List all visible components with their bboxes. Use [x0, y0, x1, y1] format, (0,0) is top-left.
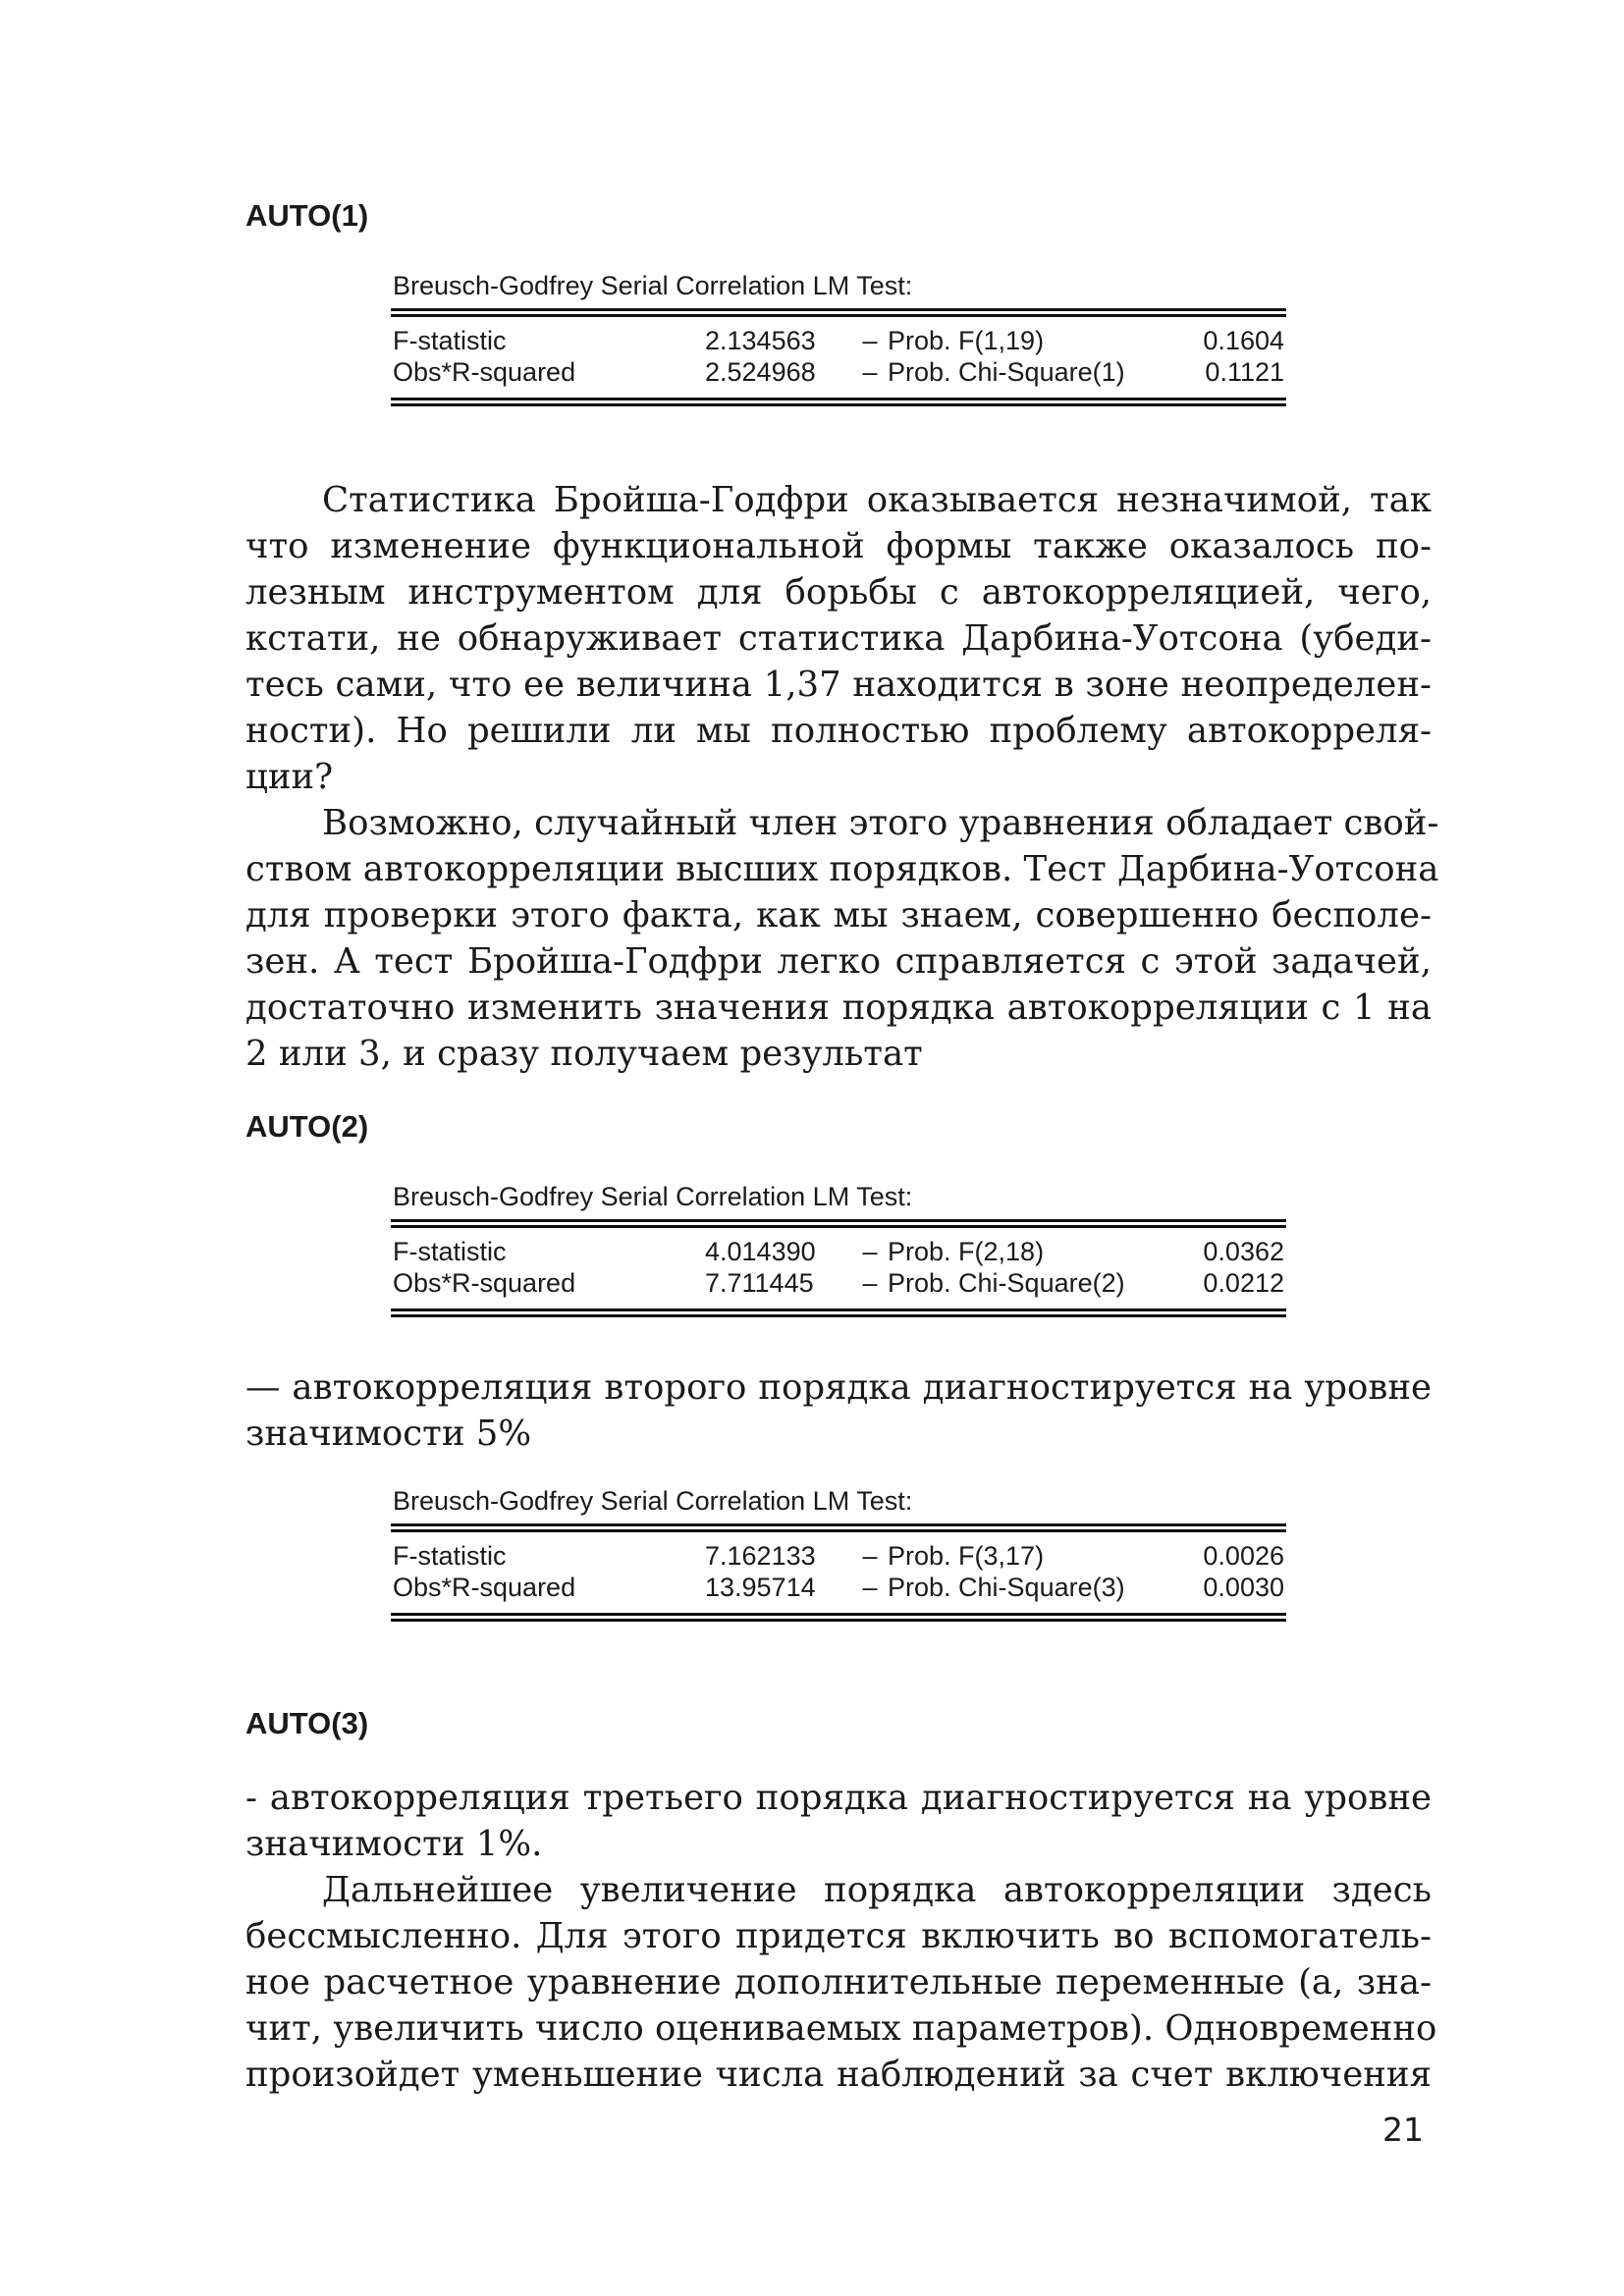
text-line: 2 или 3, и сразу получаем результат [245, 1034, 923, 1074]
text-line: Статистика Бройша-Годфри оказывается незначимой, так [322, 480, 1432, 520]
text-line: - автокорреляция третьего порядка диагностируется на уровне [245, 1778, 1432, 1818]
table-top-rule [391, 1219, 1286, 1228]
text-line: для проверки этого факта, как мы знаем, совершенно бесполе- [245, 895, 1432, 935]
text-line: тесь сами, что ее величина 1,37 находится в зоне неопределен- [245, 665, 1432, 705]
table-row [391, 1572, 1286, 1603]
section-heading-auto3: AUTO(3) [245, 1706, 369, 1740]
body-paragraph-2 [245, 800, 1439, 1077]
body-paragraph-3 [245, 1364, 1432, 1457]
row-p-value: 0.1604 [1203, 326, 1284, 355]
section-heading-auto2: AUTO(2) [245, 1109, 369, 1144]
row-name: Obs*R-squared [393, 357, 576, 387]
row-dash: – [862, 1237, 878, 1266]
text-line: Возможно, случайный член этого уравнения обладает свой- [322, 803, 1439, 843]
bg-test-table-auto2 [391, 1182, 1286, 1317]
row-prob-label: Prob. Chi-Square(1) [888, 357, 1125, 387]
table-row [391, 1540, 1286, 1572]
text-line: кстати, не обнаруживает статистика Дарбина-Уотсона (убеди- [245, 618, 1432, 659]
row-value: 4.014390 [705, 1237, 816, 1266]
row-dash: – [862, 326, 878, 355]
table-row [391, 356, 1286, 388]
row-prob-label: Prob. Chi-Square(3) [888, 1573, 1125, 1602]
table-title: Breusch-Godfrey Serial Correlation LM Test: [393, 271, 913, 300]
text-line: бессмысленно. Для этого придется включить во вспомогатель- [245, 1916, 1432, 1956]
bg-test-table-auto3 [391, 1486, 1286, 1622]
table-row [391, 325, 1286, 356]
table-top-rule [391, 308, 1286, 317]
text-line: ством автокорреляции высших порядков. Тест Дарбина-Уотсона [245, 849, 1439, 889]
row-prob-label: Prob. F(3,17) [888, 1541, 1045, 1571]
row-prob-label: Prob. F(2,18) [888, 1237, 1045, 1266]
table-row [391, 1267, 1286, 1299]
row-dash: – [862, 1268, 878, 1298]
section-heading-auto1: AUTO(1) [245, 198, 369, 233]
text-line: ное расчетное уравнение дополнительные переменные (а, зна- [245, 1962, 1432, 2002]
row-dash: – [862, 357, 878, 387]
row-p-value: 0.0362 [1203, 1237, 1284, 1266]
page-number: 21 [1382, 2110, 1424, 2149]
row-name: F-statistic [393, 1237, 507, 1266]
body-paragraph-1 [245, 477, 1432, 800]
text-line: произойдет уменьшение числа наблюдений за счет включения [245, 2055, 1432, 2095]
text-line: зен. А тест Бройша-Годфри легко справляется с этой задачей, [245, 941, 1432, 982]
text-line: Дальнейшее увеличение порядка автокорреляции здесь [322, 1870, 1432, 1910]
text-line: ции? [245, 757, 334, 797]
text-line: — автокорреляция второго порядка диагностируется на уровне [245, 1367, 1432, 1408]
row-dash: – [862, 1573, 878, 1602]
table-bottom-rule [391, 398, 1286, 406]
row-p-value: 0.0026 [1203, 1541, 1284, 1571]
row-prob-label: Prob. Chi-Square(2) [888, 1268, 1125, 1298]
text-line: лезным инструментом для борьбы с автокорреляцией, чего, [245, 572, 1432, 613]
text-line: чит, увеличить число оцениваемых параметров). Одновременно [245, 2008, 1437, 2049]
row-p-value: 0.0030 [1203, 1573, 1284, 1602]
text-line: что изменение функциональной формы также оказалось по- [245, 526, 1432, 566]
row-value: 2.134563 [705, 326, 816, 355]
bg-test-table-auto1 [391, 271, 1286, 406]
body-paragraph-5 [245, 1867, 1437, 2098]
table-top-rule [391, 1523, 1286, 1532]
row-name: F-statistic [393, 1541, 507, 1571]
row-name: Obs*R-squared [393, 1268, 576, 1298]
row-prob-label: Prob. F(1,19) [888, 326, 1045, 355]
row-dash: – [862, 1541, 878, 1571]
row-value: 13.95714 [705, 1573, 816, 1602]
text-line: значимости 1%. [245, 1824, 543, 1864]
table-bottom-rule [391, 1308, 1286, 1317]
table-bottom-rule [391, 1613, 1286, 1622]
row-value: 7.162133 [705, 1541, 816, 1571]
row-value: 2.524968 [705, 357, 816, 387]
text-line: значимости 5% [245, 1414, 532, 1454]
row-p-value: 0.1121 [1205, 357, 1284, 387]
text-line: ности). Но решили ли мы полностью проблему автокорреля- [245, 711, 1432, 751]
table-title: Breusch-Godfrey Serial Correlation LM Test: [393, 1486, 913, 1516]
row-p-value: 0.0212 [1203, 1268, 1284, 1298]
row-value: 7.711445 [705, 1268, 814, 1298]
table-row [391, 1236, 1286, 1267]
body-paragraph-4 [245, 1775, 1432, 1867]
row-name: Obs*R-squared [393, 1573, 576, 1602]
row-name: F-statistic [393, 326, 507, 355]
table-title: Breusch-Godfrey Serial Correlation LM Test: [393, 1182, 913, 1211]
text-line: достаточно изменить значения порядка автокорреляции с 1 на [245, 988, 1432, 1028]
